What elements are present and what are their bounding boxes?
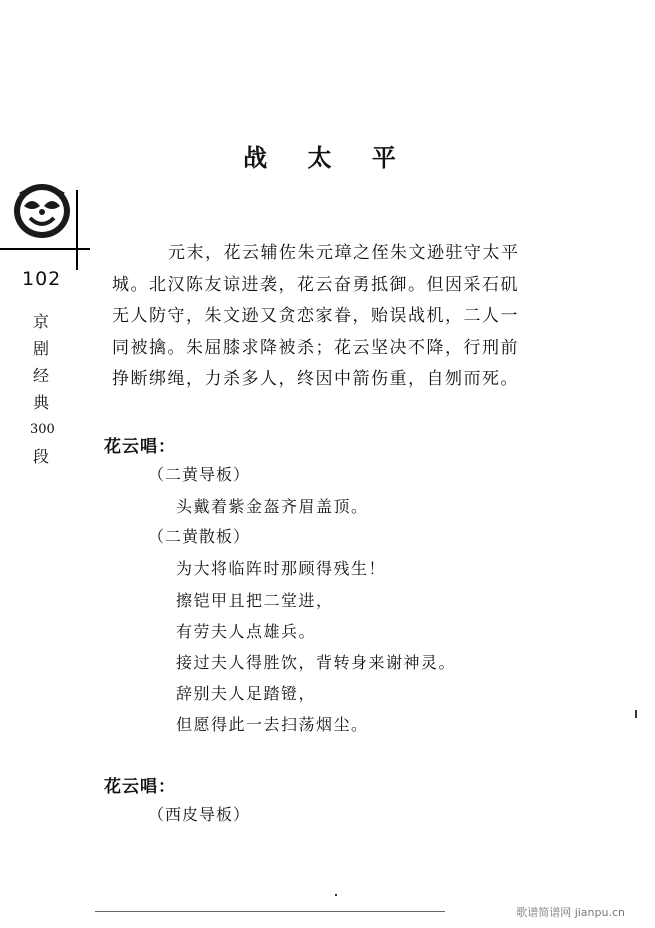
lyric-line: 辞别夫人足踏镫， [176,684,317,703]
series-char: 剧 [32,339,49,358]
page-number: 102 [22,268,62,290]
series-char: 经 [32,366,49,385]
margin-rule-vertical [76,190,78,270]
lyric-line: 头戴着紫金盔齐眉盖顶。 [176,497,369,516]
margin-mark [635,710,637,718]
series-char: 典 [32,393,49,412]
aria-mode: （西皮导板） [148,805,251,824]
role-heading: 花云唱： [104,437,176,457]
synopsis-line: 城。北汉陈友谅进袭，花云奋勇抵御。但因采石矶 [112,274,519,295]
lyric-line: 为大将临阵时那顾得残生！ [176,559,387,578]
series-title-vertical [30,308,55,470]
synopsis-line: 元末，花云辅佐朱元璋之侄朱文逊驻守太平 [168,243,520,263]
synopsis-line: 挣断绑绳，力杀多人，终因中箭伤重，自刎而死。 [112,369,519,389]
lyric-line: 但愿得此一去扫荡烟尘。 [176,715,369,734]
synopsis-paragraph [112,238,560,396]
margin-rule-horizontal [0,248,90,250]
watermark-text: 歌谱简谱网 jianpu.cn [516,906,625,919]
footer-rule [95,911,445,912]
lyric-line: 接过夫人得胜饮，背转身来谢神灵。 [176,653,457,672]
synopsis-line: 同被擒。朱屈膝求降被杀；花云坚决不降，行刑前 [112,337,519,358]
aria-mode: （二黄导板） [148,465,251,484]
scan-speck [335,894,337,896]
lyric-line: 擦铠甲且把二堂进， [176,591,334,610]
synopsis-line: 无人防守，朱文逊又贪恋家眷，贻误战机，二人一 [112,306,519,326]
lyric-line: 有劳夫人点雄兵。 [176,622,317,641]
series-char: 300 [30,422,55,437]
opera-mask-emblem-icon [12,182,72,240]
series-char: 京 [32,312,49,331]
page-title: 战 太 平 [243,143,412,172]
aria-mode: （二黄散板） [148,527,251,546]
series-char: 段 [32,447,49,466]
role-heading: 花云唱： [104,777,176,797]
